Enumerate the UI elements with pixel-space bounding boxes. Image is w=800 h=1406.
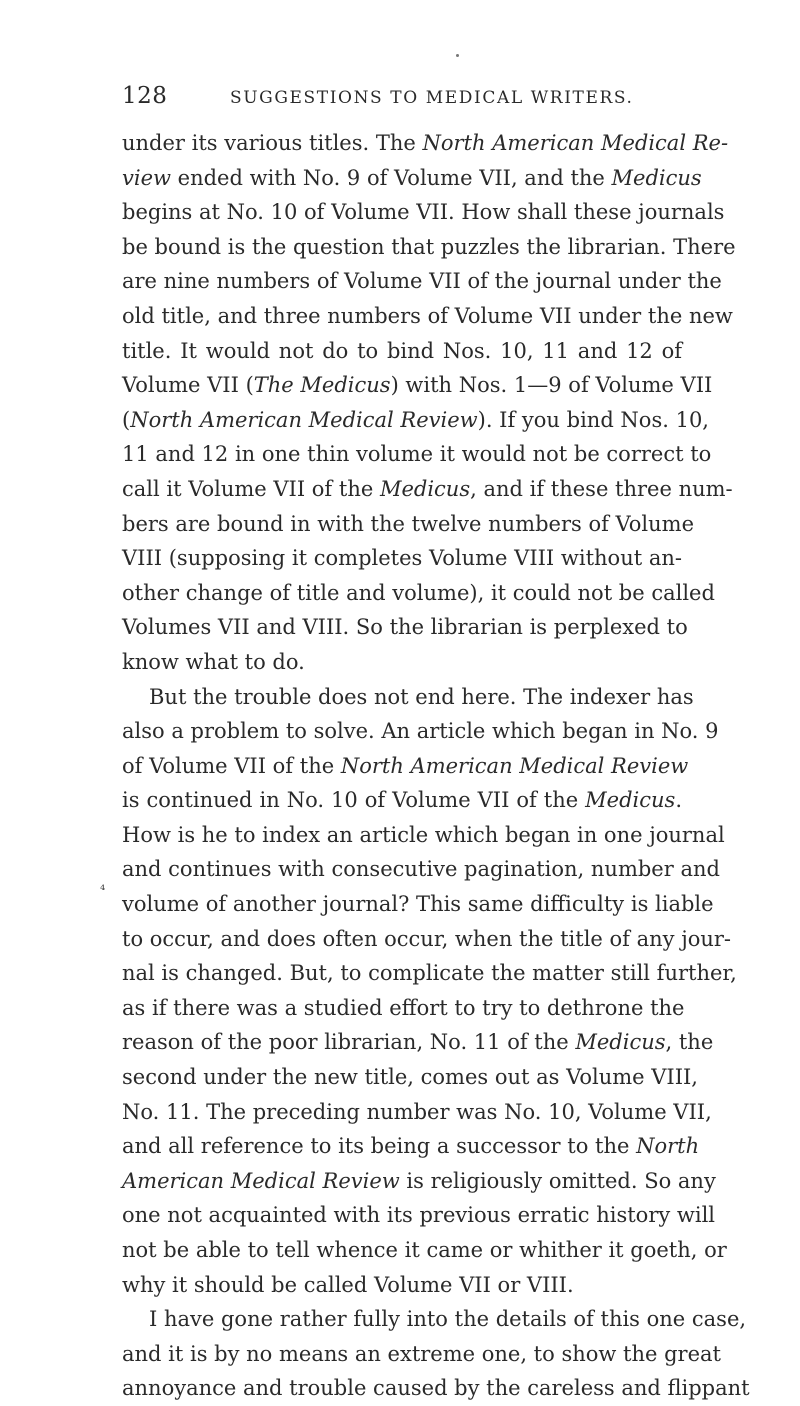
text-line: Volumes VII and VIII. So the librarian is perplexed to xyxy=(122,615,688,640)
running-head xyxy=(122,83,682,117)
text-line: begins at No. 10 of Volume VII. How shall these journals xyxy=(122,200,725,225)
text-line: annoyance and trouble caused by the careless and flippant xyxy=(122,1376,750,1401)
text-line: is continued in No. 10 of Volume VII of the Medicus. xyxy=(122,788,682,813)
text-line: But the trouble does not end here. The indexer has xyxy=(149,684,694,709)
text-line: I have gone rather fully into the details of this one case, xyxy=(149,1307,747,1332)
text-line: view ended with No. 9 of Volume VII, and the Medicus xyxy=(122,165,702,190)
text-line: other change of title and volume), it could not be called xyxy=(122,580,715,605)
text-line: 11 and 12 in one thin volume it would not be correct to xyxy=(122,442,712,467)
text-line: why it should be called Volume VII or VIII. xyxy=(122,1272,574,1297)
text-line: bers are bound in with the twelve numbers of Volume xyxy=(122,511,694,536)
text-line: American Medical Review is religiously omitted. So any xyxy=(122,1168,716,1193)
text-line: nal is changed. But, to complicate the matter still further, xyxy=(122,961,737,986)
text-line: volume of another journal? This same difficulty is liable xyxy=(122,892,714,917)
text-line: be bound is the question that puzzles the librarian. There xyxy=(122,234,736,259)
text-line: not be able to tell whence it came or whither it goeth, or xyxy=(122,1238,727,1262)
text-line: reason of the poor librarian, No. 11 of the Medicus, the xyxy=(122,1030,714,1055)
body-text xyxy=(122,126,750,1406)
paper-speck xyxy=(456,54,459,57)
text-line: are nine numbers of Volume VII of the journal under the xyxy=(122,269,722,294)
text-line: and continues with consecutive pagination, number and xyxy=(122,857,720,882)
text-line: under its various titles. The North American Medical Re- xyxy=(122,131,729,155)
text-line: second under the new title, comes out as Volume VIII, xyxy=(122,1065,698,1090)
text-line: title. It would not do to bind Nos. 10, 11 and 12 of xyxy=(122,338,682,363)
text-line: (North American Medical Review). If you bind Nos. 10, xyxy=(122,407,709,432)
text-line: How is he to index an article which began in one journal xyxy=(122,822,725,847)
text-line: one not acquainted with its previous erratic history will xyxy=(122,1203,716,1228)
margin-mark: ⁴ xyxy=(100,883,106,898)
text-line: and all reference to its being a successor to the North xyxy=(122,1134,700,1159)
text-line: VIII (supposing it completes Volume VIII without an- xyxy=(122,546,682,571)
page-number: 128 xyxy=(122,83,168,109)
text-line: as if there was a studied effort to try to dethrone the xyxy=(122,995,685,1020)
text-line: know what to do. xyxy=(122,649,305,674)
text-line: to occur, and does often occur, when the title of any jour- xyxy=(122,926,732,951)
text-line: call it Volume VII of the Medicus, and if these three num- xyxy=(122,476,733,501)
running-title: SUGGESTIONS TO MEDICAL WRITERS. xyxy=(230,88,634,108)
text-line: also a problem to solve. An article which began in No. 9 xyxy=(122,719,719,744)
text-line: Volume VII (The Medicus) with Nos. 1—9 of Volume VII xyxy=(122,373,713,398)
text-line: No. 11. The preceding number was No. 10, Volume VII, xyxy=(122,1099,712,1124)
text-line: and it is by no means an extreme one, to show the great xyxy=(122,1341,721,1366)
text-line: of Volume VII of the North American Medical Review xyxy=(122,753,689,778)
text-line: old title, and three numbers of Volume VII under the new xyxy=(122,303,733,328)
